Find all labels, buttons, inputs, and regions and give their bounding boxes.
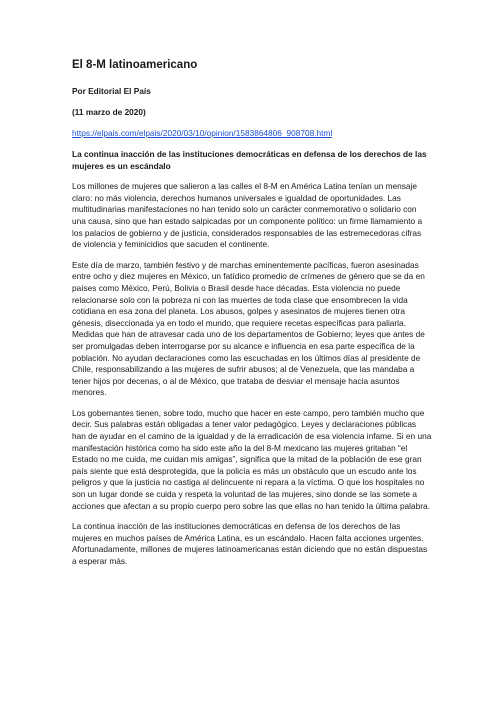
article-title: El 8-M latinoamericano [72,59,198,71]
article-author: Por Editorial El País [72,86,151,96]
article-paragraph-3: Los gobernantes tienen, sobre todo, mucho que hacer en este campo, pero también mucho que decir. Sus palabras están obligadas a tener valor pedagógico. Leyes y declaraciones públicas han de ayudar en el camino de la igualdad y de la erradicación de esa violencia infame. Si en una manifestación histórica como ha sido este año la del 8-M mexicano las mujeres gritaban “el Estado no me cuida, me cuidan mis amigas”, significa que la mitad de la población de ese gran país siente que está desprotegida, que la policía es más un obstáculo que un escudo ante los peligros y que la justicia no castiga al delincuente ni repara a la víctima. O que los hospitales no son un lugar donde se cuida y respeta la voluntad de las mujeres, sino donde se las somete a acciones que afectan a su propio cuerpo pero sobre las que ellas no han tenido la última palabra. [72,407,432,511]
article-date: (11 marzo de 2020) [72,107,146,117]
article-paragraph-2: Este día de marzo, también festivo y de marchas eminentemente pacíficas, fueron asesinadas entre ocho y diez mujeres en México, un fatídico promedio de crímenes de género que se da en países como México, Perú, Bolivia o Brasil desde hace décadas. Esta violencia no puede relacionarse solo con la pobreza ni con las muertes de toda clase que ensombrecen la vida cotidiana en esa zona del planeta. Los abusos, golpes y asesinatos de mujeres tienen otra génesis, diseccionada ya en todo el mundo, que requiere recetas específicas para paliarla. Medidas que han de atravesar cada uno de los departamentos de Gobierno; leyes que antes de ser promulgadas deben interrogarse por su alcance e influencia en esa parte específica de la población. No ayudan declaraciones como las escuchadas en los últimos días al presidente de Chile, responsabilizando a las mujeres de sufrir abusos; al de Venezuela, que las mandaba a tener hijos por decenas, o al de México, que trataba de desviar el mensaje hacia asuntos menores. [72,259,425,398]
article-url-link[interactable]: https://elpais.com/elpais/2020/03/10/opinion/1583864806_908708.html [72,128,333,138]
article-subtitle: La continua inacción de las instituciones democráticas en defensa de los derechos de las mujeres es un escándalo [72,149,427,171]
article-paragraph-1: Los millones de mujeres que salieron a las calles el 8-M en América Latina tenían un mensaje claro: no más violencia, derechos humanos universales e igualdad de oportunidades. Las multitudinarias manifestaciones no han tenido solo un carácter conmemorativo o solidario con una causa, sino que han estado salpicadas por un componente político: un firme llamamiento a los palacios de gobierno y de justicia, considerados responsables de las estremecedoras cifras de violencia y feminicidios que sacuden el continente. [72,181,423,250]
article-paragraph-4: La continua inacción de las instituciones democráticas en defensa de los derechos de las mujeres en muchos países de América Latina, es un escándalo. Hacen falta acciones urgentes. Afortunadamente, millones de mujeres latinoamericanas están diciendo que no están dispuestas a esperar más. [72,521,428,566]
document-page [72,58,432,577]
